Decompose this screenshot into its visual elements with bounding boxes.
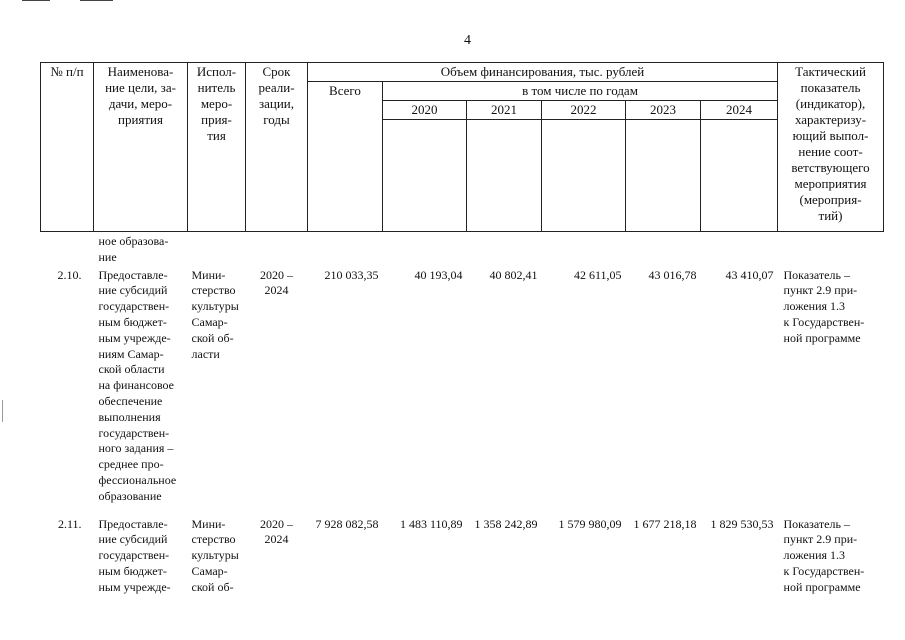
header-indicator: Тактический показатель (индикатор), характеризу- ющий выпол- нение соот- ветствующего мероприятия (мероприя- тий): [778, 63, 884, 232]
row-period: 2020 – 2024: [260, 516, 293, 547]
row-2023: 43 016,78: [648, 267, 697, 282]
header-by-years: в том числе по годам: [383, 82, 778, 101]
header-name: Наименова- ние цели, за- дачи, меро- приятия: [94, 63, 188, 232]
row-spacer: [41, 506, 884, 516]
header-year-2024-space: [701, 120, 778, 232]
header-funding: Объем финансирования, тыс. рублей: [308, 63, 778, 82]
scan-artifact-line: [22, 0, 50, 1]
row-2022: 1 579 980,09: [558, 516, 622, 531]
row-2024: 1 829 530,53: [710, 516, 774, 531]
row-executor: Мини- стерство культуры Самар- ской об- ласти: [191, 267, 239, 361]
row-indicator: Показатель – пункт 2.9 при- ложения 1.3 к Государствен- ной программе: [783, 516, 865, 594]
header-year-2023-space: [626, 120, 701, 232]
row-executor: Мини- стерство культуры Самар- ской об-: [191, 516, 239, 594]
row-2021: 1 358 242,89: [474, 516, 538, 531]
table-row: [41, 516, 884, 597]
header-year-2022-space: [542, 120, 626, 232]
header-year-2021: 2021: [467, 101, 542, 120]
row-name: Предоставле- ние субсидий государствен- ным бюджет- ным учрежде- ниям Самар- ской области на финансовое обеспечение выполнения государствен- ного задания – среднее про- фессиональное образование: [98, 267, 177, 503]
row-num: 2.10.: [57, 267, 82, 282]
header-num: № п/п: [41, 63, 94, 232]
header-year-2024: 2024: [701, 101, 778, 120]
header-period: Срок реали- зации, годы: [246, 63, 308, 232]
row-indicator: Показатель – пункт 2.9 при- ложения 1.3 к Государствен- ной программе: [783, 267, 865, 345]
header-year-2021-space: [467, 120, 542, 232]
row-2021: 40 802,41: [489, 267, 538, 282]
row-total: 7 928 082,58: [315, 516, 379, 531]
row-2024: 43 410,07: [725, 267, 774, 282]
page-number: 4: [464, 33, 471, 48]
continuation-row: [41, 232, 884, 267]
header-total: Всего: [308, 82, 383, 232]
row-num: 2.11.: [57, 516, 82, 531]
row-name: Предоставле- ние субсидий государствен- ным бюджет- ным учрежде-: [98, 516, 171, 594]
row-2020: 1 483 110,89: [399, 516, 463, 531]
row-2023: 1 677 218,18: [633, 516, 697, 531]
continuation-text: ное образова- ние: [98, 234, 169, 264]
header-executor: Испол- нитель меро- прия- тия: [188, 63, 246, 232]
table-row: [41, 267, 884, 506]
scan-artifact-mark: [2, 400, 3, 422]
financing-table: [40, 62, 884, 597]
row-2020: 40 193,04: [414, 267, 463, 282]
row-2022: 42 611,05: [573, 267, 622, 282]
row-period: 2020 – 2024: [260, 267, 293, 298]
header-year-2023: 2023: [626, 101, 701, 120]
row-total: 210 033,35: [324, 267, 379, 282]
header-year-2022: 2022: [542, 101, 626, 120]
header-year-2020: 2020: [383, 101, 467, 120]
scan-artifact-line: [80, 0, 113, 1]
header-year-2020-space: [383, 120, 467, 232]
table-header: [41, 63, 884, 232]
table-body: [41, 232, 884, 597]
